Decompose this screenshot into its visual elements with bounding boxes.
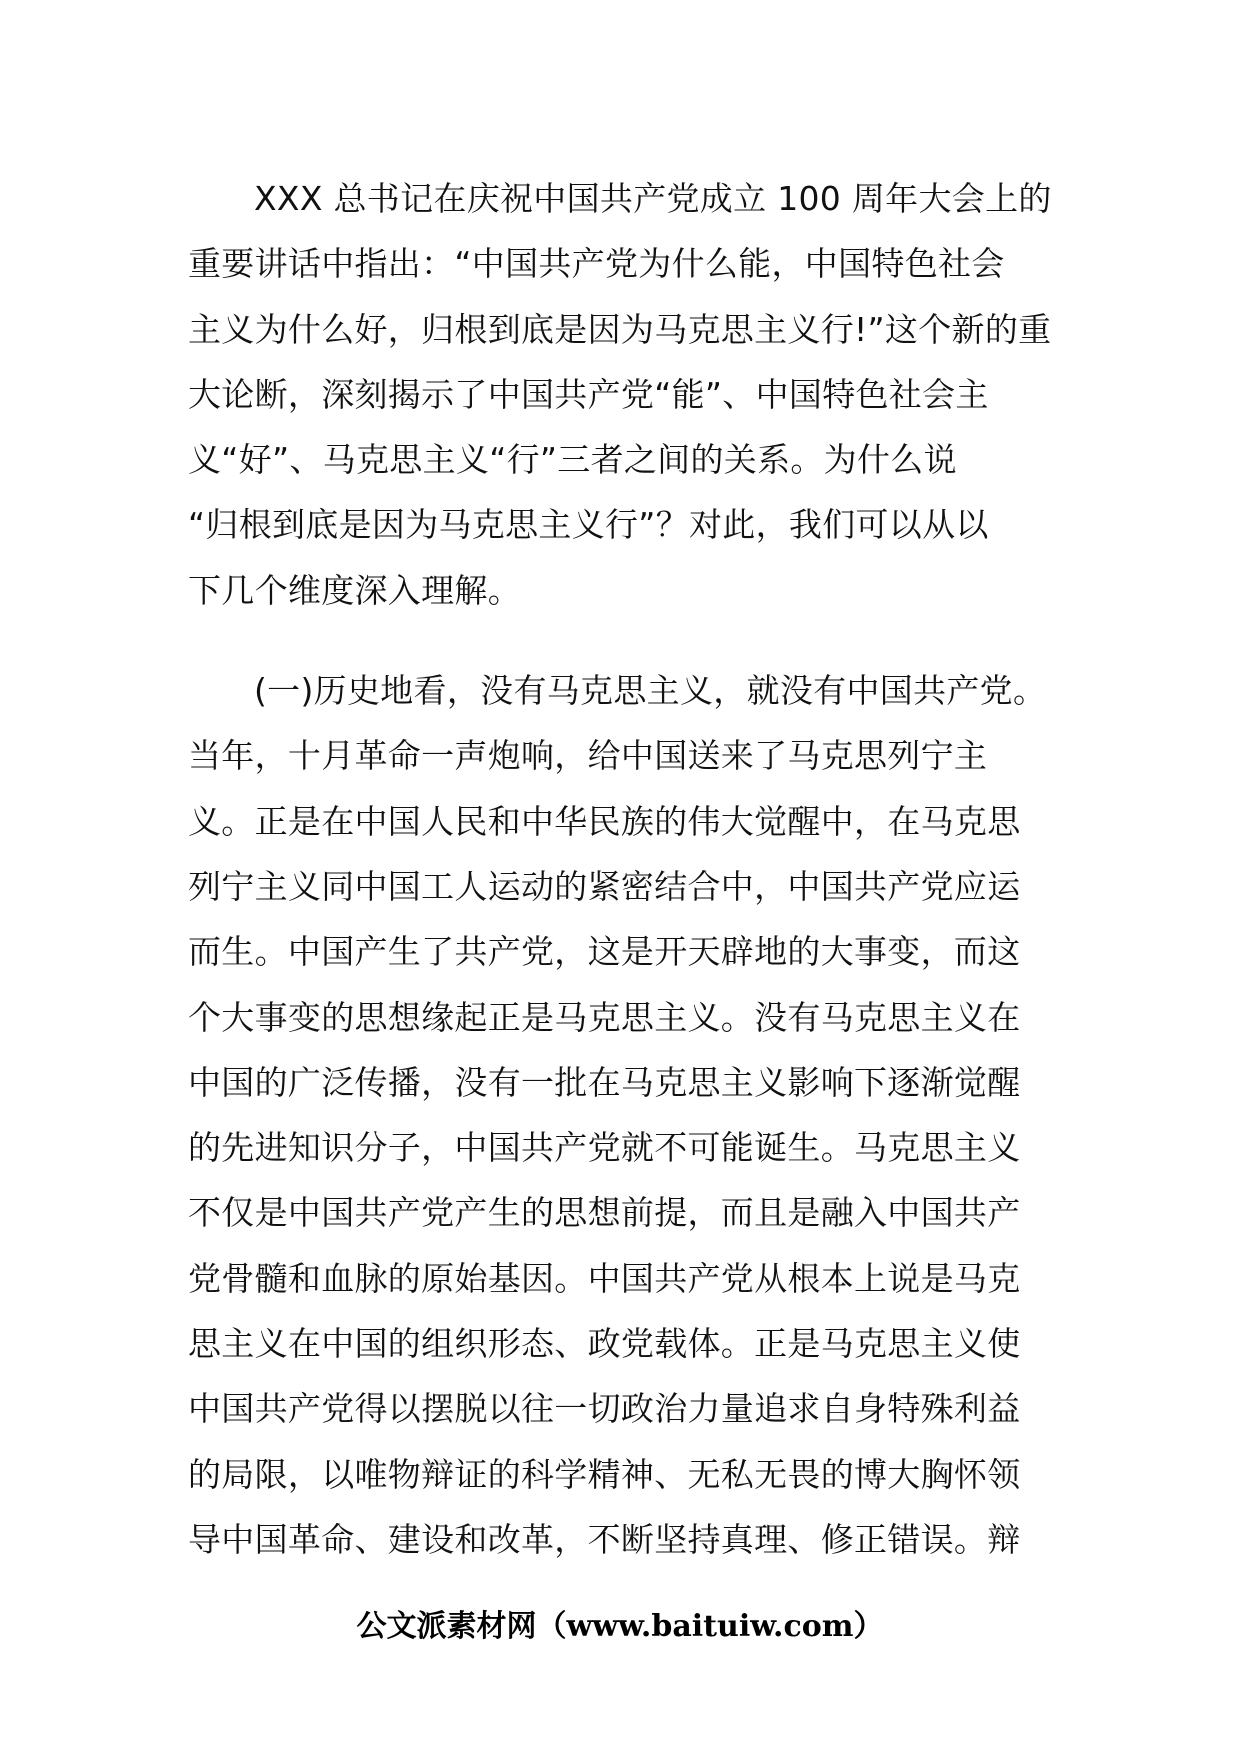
document-body: [188, 166, 1058, 1572]
text-line: 而生。中国产生了共产党，这是开天辟地的大事变，而这: [188, 932, 1021, 972]
text-line: “归根到底是因为马克思主义行”？对此，我们可以从以: [188, 505, 989, 545]
text-line: 中国共产党得以摆脱以往一切政治力量追求自身特殊利益: [188, 1389, 1021, 1429]
text-line: 重要讲话中指出：“中国共产党为什么能，中国特色社会: [188, 244, 1005, 284]
text-line: 思主义在中国的组织形态、政党载体。正是马克思主义使: [188, 1324, 1021, 1364]
text-line: 义“好”、马克思主义“行”三者之间的关系。为什么说: [188, 440, 957, 480]
text-line: 党骨髓和血脉的原始基因。中国共产党从根本上说是马克: [188, 1258, 1021, 1298]
text-line: 下几个维度深入理解。: [188, 570, 521, 610]
footer-watermark: 公文派素材网（www.baituiw.com）: [356, 1609, 884, 1644]
text-line: 大论断，深刻揭示了中国共产党“能”、中国特色社会主: [188, 374, 989, 414]
text-line: 不仅是中国共产党产生的思想前提，而且是融入中国共产: [188, 1193, 1021, 1233]
text-line: 主义为什么好，归根到底是因为马克思主义行!”这个新的重: [188, 309, 1052, 349]
text-line: (一)历史地看，没有马克思主义，就没有中国共产党。: [254, 671, 1047, 711]
paragraph-2: [188, 658, 1058, 1572]
text-line: 当年，十月革命一声炮响，给中国送来了马克思列宁主: [188, 736, 988, 776]
text-line: 义。正是在中国人民和中华民族的伟大觉醒中，在马克思: [188, 801, 1021, 841]
text-line: 个大事变的思想缘起正是马克思主义。没有马克思主义在: [188, 997, 1021, 1037]
paragraph-1: [188, 166, 1058, 623]
text-line: 中国的广泛传播，没有一批在马克思主义影响下逐渐觉醒: [188, 1062, 1021, 1102]
text-line: 的局限，以唯物辩证的科学精神、无私无畏的博大胸怀领: [188, 1454, 1021, 1494]
text-line: 导中国革命、建设和改革，不断坚持真理、修正错误。辩: [188, 1519, 1021, 1559]
text-line: XXX 总书记在庆祝中国共产党成立 100 周年大会上的: [254, 179, 1052, 218]
text-line: 列宁主义同中国工人运动的紧密结合中，中国共产党应运: [188, 866, 1021, 906]
paragraph-spacer: [188, 623, 1058, 658]
text-line: 的先进知识分子，中国共产党就不可能诞生。马克思主义: [188, 1128, 1021, 1168]
